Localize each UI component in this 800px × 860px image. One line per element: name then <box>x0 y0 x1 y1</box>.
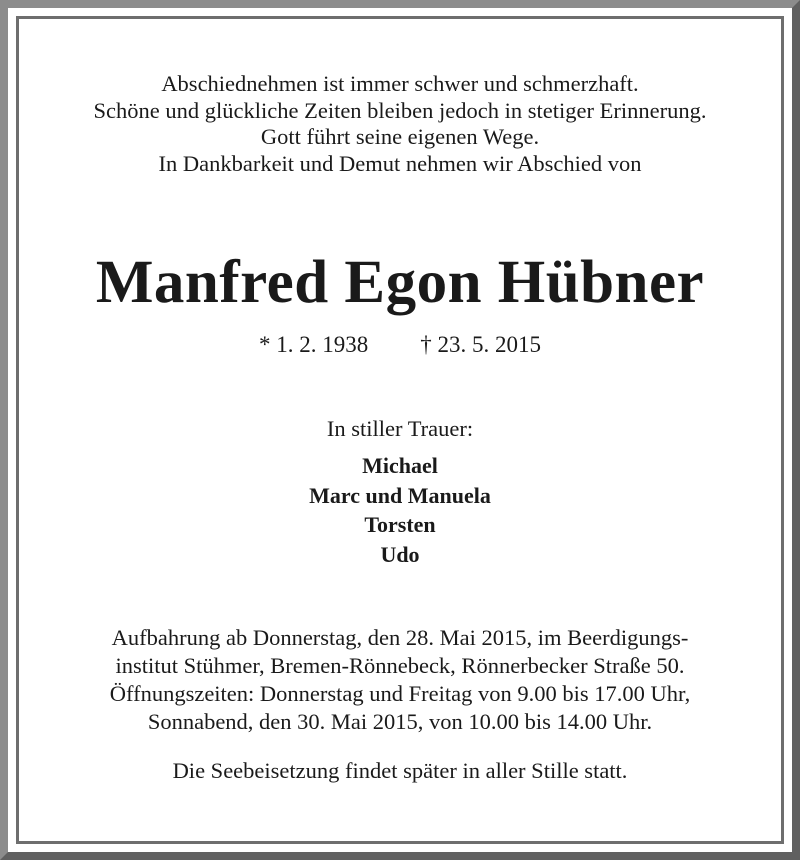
intro-line: Abschiednehmen ist immer schwer und schmerzhaft. <box>161 71 639 96</box>
intro-line: Schöne und glückliche Zeiten bleiben jedoch in stetiger Erinnerung. <box>93 97 707 123</box>
intro-text <box>0 71 800 177</box>
intro-line: Gott führt seine eigenen Wege. <box>260 124 540 149</box>
mourner-name: Marc und Manuela <box>309 482 491 508</box>
birth-date: * 1. 2. 1938 <box>259 332 369 357</box>
details-line: Sonnabend, den 30. Mai 2015, von 10.00 bis 14.00 Uhr. <box>147 709 653 734</box>
mourning-label: In stiller Trauer: <box>326 416 474 441</box>
viewing-details <box>0 624 800 736</box>
mourner-name: Torsten <box>364 512 436 537</box>
deceased-name: Manfred Egon Hübner <box>95 249 705 316</box>
mourner-name: Michael <box>362 453 438 478</box>
life-dates <box>0 331 800 359</box>
closing-note: Die Seebeisetzung findet später in aller Stille statt. <box>172 758 628 783</box>
intro-line: In Dankbarkeit und Demut nehmen wir Abschied von <box>158 150 642 176</box>
details-line: Aufbahrung ab Donnerstag, den 28. Mai 2015, im Beerdigungs- <box>111 625 689 650</box>
death-date: † 23. 5. 2015 <box>420 332 541 357</box>
details-line: Öffnungszeiten: Donnerstag und Freitag von 9.00 bis 17.00 Uhr, <box>109 681 691 706</box>
details-line: institut Stühmer, Bremen-Rönnebeck, Rönnerbecker Straße 50. <box>115 653 685 678</box>
mourners-list <box>0 451 800 569</box>
mourner-name: Udo <box>380 541 420 567</box>
